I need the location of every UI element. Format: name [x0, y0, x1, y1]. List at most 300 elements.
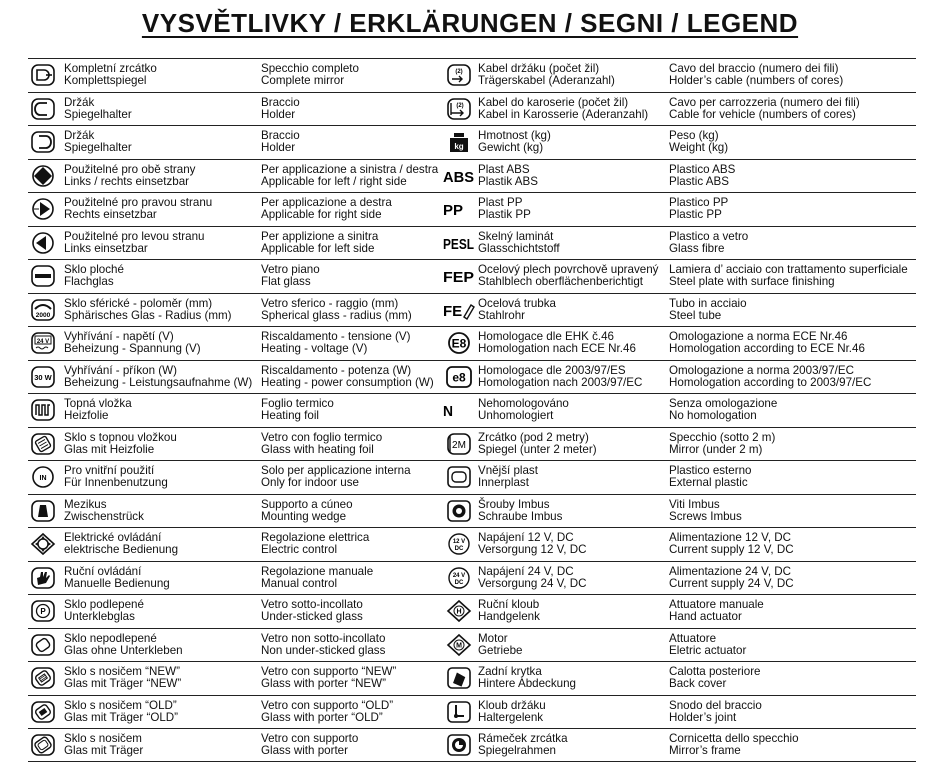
legend-text-cz-de [64, 231, 205, 256]
legend-text-de: Handgelenk [478, 610, 540, 624]
mirror-under-2m-icon [446, 433, 472, 455]
svg-text:PP: PP [443, 202, 463, 219]
legend-text-cz-de [64, 532, 178, 557]
legend-row [444, 125, 916, 159]
pesl-text-icon [443, 232, 474, 254]
svg-text:N: N [443, 403, 453, 420]
legend-text-it: Plastico PP [669, 196, 729, 209]
legend-text-cz-de [64, 432, 177, 457]
legend-text-it: Foglio termico [261, 397, 334, 410]
svg-text:24 V: 24 V [452, 572, 466, 579]
supply-24v-icon [446, 567, 472, 589]
holder-left-icon [30, 98, 56, 120]
legend-text-it: Vetro piano [261, 263, 320, 276]
legend-row [28, 92, 444, 126]
legend-text-de: Links einsetzbar [64, 241, 148, 255]
legend-row [28, 594, 444, 628]
legend-text-en: Glass with heating foil [261, 442, 374, 456]
legend-text-it: Plastico ABS [669, 162, 736, 176]
legend-text-cz-de [478, 633, 522, 658]
legend-text-cz: Homologace dle EHK č.46 [478, 330, 614, 343]
legend-text-de: Spiegelrahmen [478, 744, 556, 758]
legend-text-it-en [669, 532, 794, 557]
legend-text-it: Vetro con supporto “OLD” [261, 698, 394, 712]
legend-text-it: Omologazione a norma ECE Nr.46 [669, 330, 848, 343]
svg-text:(2): (2) [456, 102, 464, 109]
legend-row [444, 360, 916, 394]
legend-text-it: Peso (kg) [669, 129, 719, 142]
legend-text-cz: Sklo s nosičem “OLD” [64, 698, 177, 712]
svg-text:2000: 2000 [35, 311, 51, 319]
legend-row [444, 561, 916, 595]
holder-cable-icon [446, 64, 472, 86]
legend-text-de: Versorgung 12 V, DC [478, 543, 587, 557]
legend-text-cz-de [64, 164, 195, 189]
legend-text-it-en [261, 331, 411, 356]
legend-text-de: Beheizung - Spannung (V) [64, 342, 201, 356]
pp-text-icon [443, 198, 472, 220]
legend-text-cz: Mezikus [64, 497, 107, 511]
legend-text-de: Glas mit Träger “NEW” [64, 677, 182, 691]
legend-text-cz: Šrouby Imbus [478, 497, 550, 511]
legend-text-de: Homologation nach ECE Nr.46 [478, 342, 636, 356]
legend-text-cz-de [478, 231, 560, 256]
legend-text-de: elektrische Bedienung [64, 543, 179, 557]
legend-text-en: Cable for vehicle (numbers of cores) [669, 107, 856, 121]
legend-text-de: Innerplast [478, 476, 529, 490]
legend-row [444, 159, 916, 193]
page-title: VYSVĚTLIVKY / ERKLÄRUNGEN / SEGNI / LEGEND [141, 8, 799, 38]
legend-text-cz-de [478, 532, 587, 557]
legend-text-en: Heating - voltage (V) [261, 342, 368, 356]
legend-text-cz: Vyhřívání - napětí (V) [64, 330, 174, 343]
legend-row [444, 594, 916, 628]
legend-text-en: Heating foil [261, 409, 320, 423]
legend-text-cz-de [478, 499, 562, 524]
legend-text-en: Holder’s cable (numbers of cores) [669, 74, 844, 88]
both-sides-icon [30, 165, 56, 187]
legend-text-en: Current supply 24 V, DC [669, 576, 794, 590]
legend-text-cz: Použitelné pro obě strany [64, 162, 196, 176]
legend-text-it: Specchio completo [261, 62, 359, 75]
legend-row [28, 360, 444, 394]
legend-row [444, 661, 916, 695]
legend-text-cz-de [64, 733, 143, 758]
legend-text-en: Homologation according to ECE Nr.46 [669, 342, 865, 356]
legend-text-cz: Nehomologováno [478, 397, 569, 410]
legend-text-cz: Elektrické ovládání [64, 531, 162, 544]
legend-text-cz: Vnější plast [478, 464, 538, 477]
legend-text-cz-de [478, 164, 538, 189]
legend-text-cz-de [478, 264, 658, 289]
legend-text-it: Attuatore [669, 631, 717, 645]
legend-text-de: Plastik ABS [478, 174, 538, 188]
flat-glass-icon [30, 265, 56, 287]
legend-text-it: Solo per applicazione interna [261, 464, 411, 477]
legend-text-it: Cavo per carrozzeria (numero dei fili) [669, 95, 860, 109]
manual-control-icon [30, 567, 56, 589]
legend-text-de: Zwischenstrück [64, 509, 144, 523]
legend-text-en: Eletric actuator [669, 643, 747, 657]
legend-text-en: Holder [261, 107, 296, 121]
steel-tube-icon [443, 299, 472, 321]
legend-text-it: Senza omologazione [669, 397, 778, 410]
legend-text-de: Trägerskabel (Aderanzahl) [478, 74, 615, 88]
legend-row [28, 192, 444, 226]
svg-text:FE: FE [443, 302, 463, 320]
legend-text-cz: Homologace dle 2003/97/ES [478, 363, 626, 377]
legend-text-en: Applicable for left side [261, 241, 375, 255]
legend-text-cz-de [478, 599, 540, 624]
legend-text-it-en [669, 432, 775, 457]
glass-porter-icon [30, 734, 56, 756]
legend-text-en: Screws Imbus [669, 509, 742, 523]
legend-text-it-en [669, 666, 761, 691]
legend-row [28, 259, 444, 293]
legend-text-it-en [669, 331, 865, 356]
legend-row [28, 494, 444, 528]
legend-text-cz: Ruční kloub [478, 598, 540, 611]
holder-right-icon [30, 131, 56, 153]
legend-text-it-en [669, 599, 764, 624]
legend-row [28, 561, 444, 595]
legend-text-cz-de [478, 130, 551, 155]
spherical-glass-icon [30, 299, 56, 321]
legend-text-it-en [261, 231, 378, 256]
legend-text-de: Für Innenbenutzung [64, 476, 168, 490]
legend-text-en: Glass fibre [669, 241, 725, 255]
legend-text-cz-de [64, 599, 144, 624]
legend-text-it: Braccio [261, 95, 300, 109]
legend-text-it-en [261, 465, 411, 490]
svg-text:DC: DC [454, 546, 464, 552]
legend-text-it-en [669, 566, 794, 591]
legend-text-cz: Zrcátko (pod 2 metry) [478, 430, 589, 444]
legend-text-it: Attuatore manuale [669, 598, 764, 611]
legend-text-it-en [669, 733, 799, 758]
legend-text-cz-de [478, 666, 576, 691]
legend-text-cz: Ruční ovládání [64, 564, 142, 578]
legend-text-en: Holder [261, 141, 296, 155]
legend-text-it-en [261, 666, 396, 691]
legend-text-en: Mirror’s frame [669, 744, 741, 758]
ece-homologation-icon [446, 332, 472, 354]
ec-homologation-icon [446, 366, 472, 388]
legend-text-de: Unhomologiert [478, 409, 554, 423]
legend-text-en: Glass with porter [261, 744, 348, 758]
legend-text-cz-de [478, 398, 569, 423]
legend-text-cz-de [478, 331, 636, 356]
legend-text-it: Riscaldamento - potenza (W) [261, 363, 412, 377]
legend-text-cz: Napájení 12 V, DC [478, 531, 574, 544]
legend-text-cz-de [478, 566, 587, 591]
under-sticked-glass-icon [30, 600, 56, 622]
legend-text-it: Plastico a vetro [669, 229, 749, 243]
legend-text-cz: Hmotnost (kg) [478, 129, 551, 142]
legend-text-it-en [669, 164, 735, 189]
legend-row [444, 326, 916, 360]
legend-row [28, 58, 444, 92]
legend-text-en: Under-sticked glass [261, 610, 363, 624]
legend-text-de: Gewicht (kg) [478, 141, 544, 155]
no-homologation-icon [443, 399, 472, 421]
legend-text-it-en [669, 499, 742, 524]
legend-row [444, 695, 916, 729]
legend-text-cz: Použitelné pro levou stranu [64, 229, 205, 243]
legend-row [28, 293, 444, 327]
legend-text-it-en [261, 432, 382, 457]
legend-text-it: Cavo del braccio (numero dei fili) [669, 62, 839, 75]
legend-text-en: Steel tube [669, 308, 722, 322]
legend-text-cz-de [478, 432, 597, 457]
legend-text-de: Plastik PP [478, 208, 531, 222]
left-side-icon [30, 232, 56, 254]
legend-text-en: Spherical glass - radius (mm) [261, 308, 412, 322]
legend-text-it-en [669, 700, 762, 725]
non-under-sticked-glass-icon [30, 634, 56, 656]
legend-text-it: Cornicetta dello specchio [669, 732, 799, 745]
legend-text-it-en [261, 599, 363, 624]
legend-text-cz: Sklo nepodlepené [64, 631, 157, 645]
weight-icon [446, 131, 472, 153]
legend-text-cz-de [478, 365, 642, 390]
legend-row [28, 661, 444, 695]
legend-text-it: Vetro con foglio termico [261, 430, 383, 444]
legend-text-it-en [669, 398, 777, 423]
mirror-complete-icon [30, 64, 56, 86]
legend-text-de: Flachglas [64, 275, 114, 289]
legend-text-it-en [261, 700, 393, 725]
svg-text:ABS: ABS [443, 168, 474, 186]
legend-row [444, 460, 916, 494]
legend-row [444, 192, 916, 226]
legend-text-en: Homologation according to 2003/97/EC [669, 375, 872, 389]
legend-text-en: Weight (kg) [669, 141, 729, 155]
legend-text-it: Alimentazione 12 V, DC [669, 531, 792, 544]
legend-text-cz: Držák [64, 129, 95, 142]
legend-text-cz: Napájení 24 V, DC [478, 564, 574, 578]
legend-text-cz: Kompletní zrcátko [64, 62, 157, 75]
legend-text-it: Specchio (sotto 2 m) [669, 430, 776, 444]
legend-text-en: Flat glass [261, 275, 311, 289]
legend-text-en: Holder’s joint [669, 710, 737, 724]
legend-text-de: Heizfolie [64, 409, 109, 423]
legend-text-de: Glasschichtstoff [478, 241, 560, 255]
legend-text-it-en [261, 532, 369, 557]
legend-text-it-en [669, 633, 746, 658]
legend-text-it-en [261, 733, 358, 758]
legend-text-it: Per applicazione a sinistra / destra [261, 162, 439, 176]
svg-text:24 V: 24 V [36, 339, 50, 345]
legend-text-de: Stahlblech oberflächenberichtigt [478, 275, 643, 289]
legend-text-cz-de [478, 298, 556, 323]
mounting-wedge-icon [30, 500, 56, 522]
legend-text-it-en [669, 197, 728, 222]
holder-joint-icon [446, 701, 472, 723]
legend-row [444, 427, 916, 461]
screws-icon [446, 500, 472, 522]
legend-text-cz-de [64, 700, 178, 725]
legend-row [28, 527, 444, 561]
legend-text-it-en [261, 97, 300, 122]
legend-row [28, 695, 444, 729]
legend-text-en: Back cover [669, 677, 727, 691]
legend-text-it: Viti Imbus [669, 497, 720, 511]
legend-text-en: Heating - power consumption (W) [261, 375, 434, 389]
legend-text-cz-de [478, 97, 648, 122]
legend-text-cz-de [64, 63, 157, 88]
legend-text-cz-de [478, 700, 546, 725]
legend-text-de: Glas mit Träger “OLD” [64, 710, 179, 724]
legend-text-en: Manual control [261, 576, 338, 590]
legend-row [444, 92, 916, 126]
legend-text-cz-de [64, 398, 132, 423]
legend-text-de: Unterklebglas [64, 610, 135, 624]
legend-text-it-en [261, 365, 434, 390]
svg-text:2M: 2M [452, 439, 466, 451]
legend-row [28, 460, 444, 494]
legend-text-cz: Kloub držáku [478, 698, 546, 712]
svg-text:(2): (2) [455, 69, 463, 75]
electric-control-icon [30, 533, 56, 555]
legend-text-it: Calotta posteriore [669, 665, 761, 678]
legend-text-en: Glass with porter “OLD” [261, 710, 383, 724]
legend-column-right [444, 58, 916, 762]
legend-text-it: Per applizione a sinitra [261, 229, 379, 243]
svg-text:kg: kg [454, 142, 464, 151]
legend-text-cz-de [64, 566, 170, 591]
svg-text:PESL: PESL [443, 235, 474, 253]
legend-text-en: External plastic [669, 476, 748, 490]
legend-text-cz: Vyhřívání - příkon (W) [64, 363, 177, 377]
legend-text-it-en [261, 566, 373, 591]
right-side-icon [30, 198, 56, 220]
legend-text-it-en [261, 197, 392, 222]
legend-text-cz-de [64, 666, 181, 691]
vehicle-cable-icon [446, 98, 472, 120]
legend-row [444, 728, 916, 762]
legend-text-en: Only for indoor use [261, 476, 359, 490]
legend-text-cz: Motor [478, 631, 508, 645]
indoor-use-icon [30, 466, 56, 488]
svg-text:FEP: FEP [443, 269, 474, 286]
legend-text-en: Electric control [261, 543, 338, 557]
legend-text-cz: Sklo s nosičem “NEW” [64, 665, 180, 678]
legend-text-en: Non under-sticked glass [261, 643, 386, 657]
legend-text-it-en [261, 164, 438, 189]
legend-text-en: Complete mirror [261, 74, 345, 88]
legend-text-it: Regolazione manuale [261, 564, 374, 578]
mirror-frame-icon [446, 734, 472, 756]
legend-text-de: Manuelle Bedienung [64, 576, 170, 590]
legend-row [28, 393, 444, 427]
legend-row [444, 259, 916, 293]
legend-text-it: Omologazione a norma 2003/97/EC [669, 363, 854, 377]
legend-text-de: Beheizung - Leistungsaufnahme (W) [64, 375, 253, 389]
legend-text-en: No homologation [669, 409, 757, 423]
legend-text-it: Regolazione elettrica [261, 531, 370, 544]
heating-power-icon [30, 366, 56, 388]
legend-row [28, 326, 444, 360]
legend-text-en: Glass with porter “NEW” [261, 677, 386, 691]
legend-text-en: Applicable for left / right side [261, 174, 407, 188]
legend-text-cz-de [64, 465, 168, 490]
legend-text-de: Homologation nach 2003/97/EC [478, 375, 643, 389]
legend-text-cz-de [478, 733, 568, 758]
svg-text:H: H [456, 608, 462, 616]
legend-text-cz: Rámeček zrcátka [478, 732, 568, 745]
legend-row [28, 159, 444, 193]
legend-text-cz-de [64, 633, 183, 658]
svg-text:e8: e8 [452, 370, 466, 384]
legend-text-it-en [669, 365, 871, 390]
legend-text-cz: Sklo ploché [64, 263, 124, 276]
legend-row [28, 427, 444, 461]
legend-text-de: Hintere Abdeckung [478, 677, 576, 691]
legend-text-cz-de [64, 365, 252, 390]
svg-text:12 V: 12 V [452, 539, 466, 545]
legend-text-cz-de [64, 197, 212, 222]
legend-text-it-en [261, 499, 353, 524]
legend-text-cz-de [64, 97, 132, 122]
legend-text-de: Versorgung 24 V, DC [478, 576, 587, 590]
heating-voltage-icon [30, 332, 56, 354]
legend-row [444, 527, 916, 561]
glass-porter-new-icon [30, 667, 56, 689]
legend-text-it: Supporto a cúneo [261, 497, 353, 511]
svg-text:M: M [456, 642, 462, 649]
legend-text-cz-de [478, 465, 538, 490]
legend-text-it-en [669, 63, 843, 88]
abs-text-icon [443, 165, 474, 187]
legend-text-it: Vetro con supporto “NEW” [261, 665, 397, 678]
legend-text-cz: Skelný laminát [478, 229, 554, 243]
legend-text-de: Rechts einsetzbar [64, 208, 157, 222]
legend-text-it-en [669, 264, 908, 289]
legend-row [444, 628, 916, 662]
legend-text-cz: Kabel držáku (počet žil) [478, 62, 600, 75]
legend-text-en: Steel plate with surface finishing [669, 275, 835, 289]
legend-text-it-en [669, 298, 747, 323]
legend-text-de: Getriebe [478, 643, 523, 657]
legend-text-it: Per applicazione a destra [261, 196, 392, 209]
glass-heating-foil-icon [30, 433, 56, 455]
legend-text-cz: Pro vnitřní použití [64, 464, 155, 477]
legend-text-it: Tubo in acciaio [669, 296, 747, 310]
legend-text-de: Spiegelhalter [64, 107, 132, 121]
svg-text:30 W: 30 W [34, 372, 52, 382]
legend-text-cz-de [64, 499, 144, 524]
legend-text-cz: Kabel do karoserie (počet žil) [478, 95, 629, 109]
svg-text:E8: E8 [451, 336, 467, 351]
legend-text-it-en [261, 398, 334, 423]
legend-text-it-en [261, 264, 320, 289]
legend-text-cz: Použitelné pro pravou stranu [64, 196, 213, 209]
glass-porter-old-icon [30, 701, 56, 723]
legend-text-cz: Topná vložka [64, 397, 132, 410]
legend-row [444, 58, 916, 92]
supply-12v-icon [446, 533, 472, 555]
legend-text-cz: Plast ABS [478, 162, 530, 176]
legend-text-cz: Zadní krytka [478, 665, 542, 678]
legend-text-cz: Sklo s topnou vložkou [64, 430, 177, 444]
legend-text-de: Schraube Imbus [478, 509, 563, 523]
legend-text-it-en [669, 231, 748, 256]
legend-row [444, 393, 916, 427]
legend-text-it: Braccio [261, 129, 300, 142]
legend-text-en: Current supply 12 V, DC [669, 543, 794, 557]
legend-text-it-en [669, 97, 860, 122]
